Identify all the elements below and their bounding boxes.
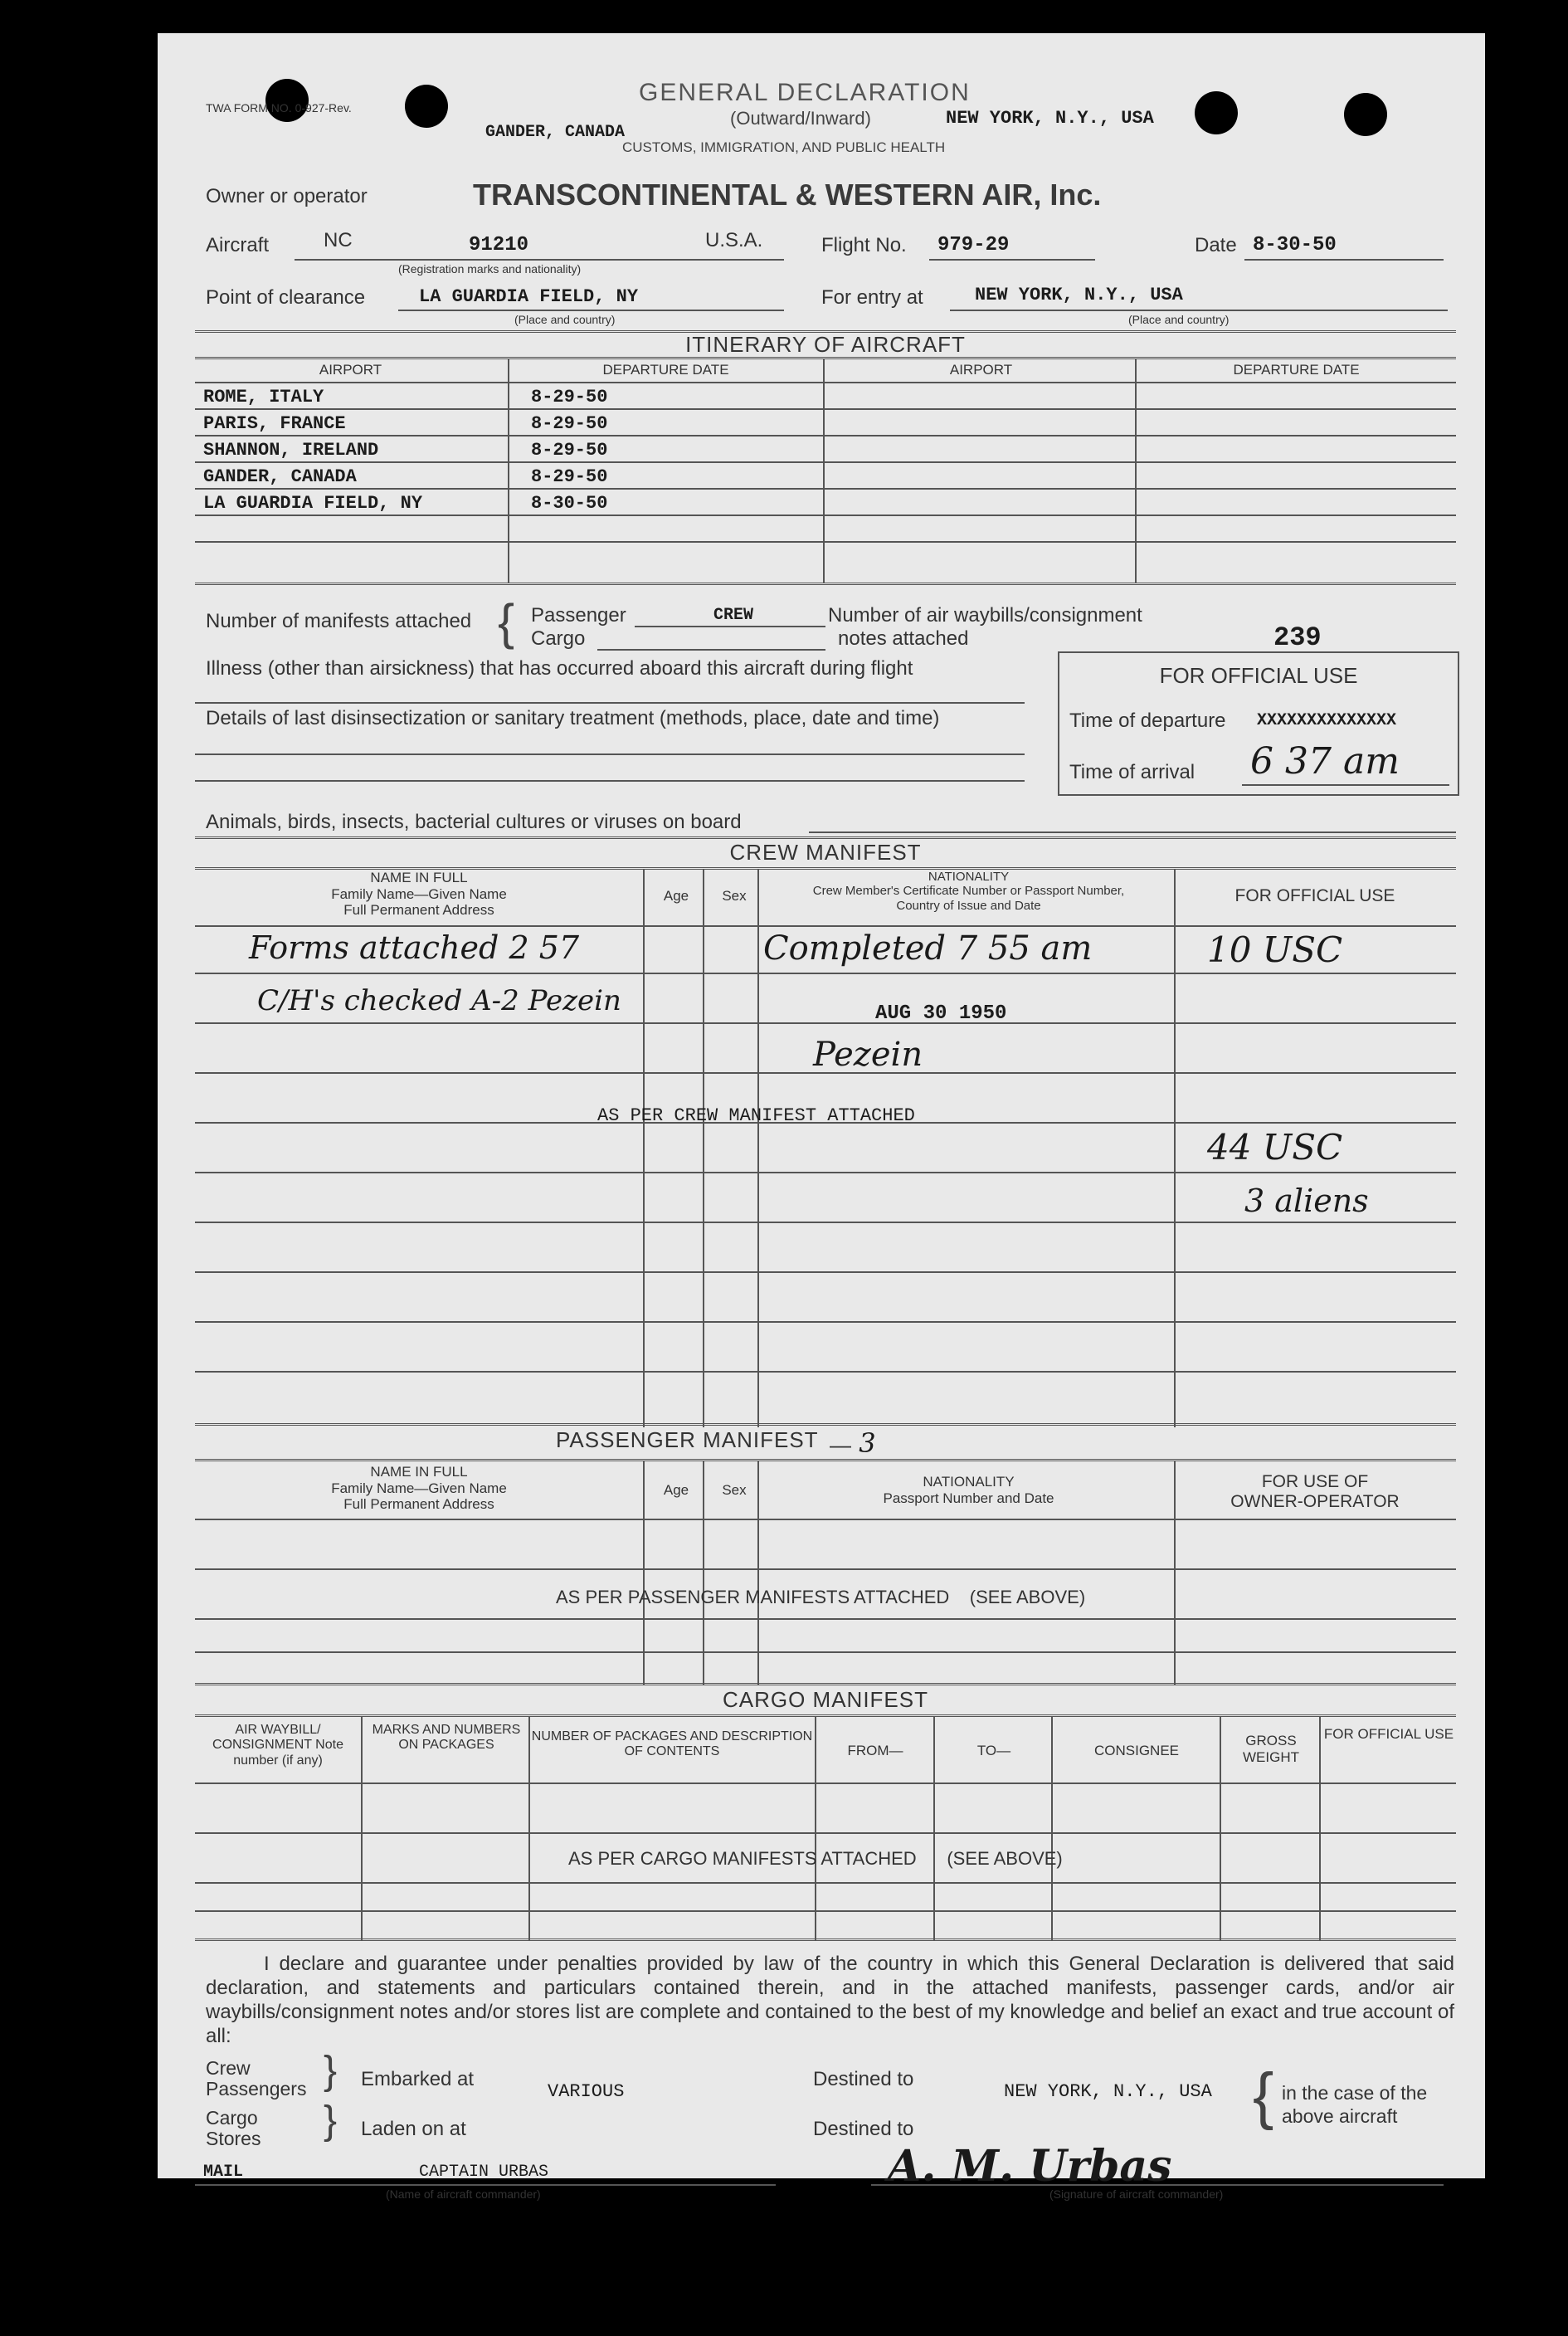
owner-label: Owner or operator	[206, 185, 368, 207]
manifests-passenger-value: CREW	[713, 606, 754, 625]
crew-passengers-group: Crew Passengers	[206, 2057, 307, 2099]
case-note: in the case of the above aircraft	[1282, 2082, 1428, 2127]
disinsect-label: Details of last disinsectization or sanitary treatment (methods, place, date and time)	[206, 707, 940, 729]
illness-label: Illness (other than airsickness) that has occurred aboard this aircraft during flight	[206, 657, 913, 680]
itinerary-title: ITINERARY OF AIRCRAFT	[685, 332, 966, 357]
official-use-box	[1058, 651, 1459, 796]
form-subtitle: CUSTOMS, IMMIGRATION, AND PUBLIC HEALTH	[622, 139, 946, 155]
departure-value: XXXXXXXXXXXXXX	[1257, 711, 1397, 730]
cargo-stores-group: Cargo Stores	[206, 2107, 261, 2149]
origin-stamp: GANDER, CANADA	[485, 123, 626, 142]
form-title: GENERAL DECLARATION	[639, 79, 971, 106]
declaration-form	[158, 33, 1485, 2201]
clearance-caption: (Place and country)	[514, 313, 616, 326]
embarked-label: Embarked at	[361, 2068, 475, 2090]
manifests-label: Number of manifests attached	[206, 610, 472, 632]
itin-header-airport-2: AIRPORT	[949, 362, 1013, 378]
crew-h-name: NAME IN FULL Family Name—Given Name Full Permanent Address	[331, 870, 507, 919]
itin-header-date-2: DEPARTURE DATE	[1233, 362, 1360, 378]
crew-signature: Pezein	[813, 1036, 923, 1074]
crew-handwriting: C/H's checked A-2 Pezein	[257, 984, 621, 1017]
destined-value: NEW YORK, N.Y., USA	[1004, 2081, 1212, 2102]
itin-airport: PARIS, FRANCE	[203, 413, 346, 434]
crew-handwriting: 10 USC	[1207, 929, 1343, 970]
crew-handwriting: 3 aliens	[1244, 1183, 1369, 1219]
aircraft-label: Aircraft	[206, 234, 270, 256]
pax-h-sex: Sex	[722, 1482, 747, 1498]
crew-note: AS PER CREW MANIFEST ATTACHED	[597, 1105, 915, 1126]
waybills-label-2: notes attached	[838, 627, 969, 650]
itin-airport: ROME, ITALY	[203, 387, 324, 407]
direction: (Outward/Inward)	[730, 108, 871, 129]
crew-title: CREW MANIFEST	[729, 840, 922, 865]
punch-hole	[405, 85, 448, 128]
clearance-label: Point of clearance	[206, 286, 366, 309]
punch-hole	[1195, 91, 1238, 134]
departure-label: Time of departure	[1069, 710, 1226, 732]
cargo-h-waybill: AIR WAYBILL/ CONSIGNMENT Note number (if any)	[212, 1723, 343, 1768]
pax-h-name: NAME IN FULL Family Name—Given Name Full Permanent Address	[331, 1464, 507, 1513]
entry-label: For entry at	[821, 286, 923, 309]
itin-date: 8-29-50	[531, 466, 608, 487]
crew-handwriting: Forms attached 2 57	[249, 929, 580, 966]
aircraft-prefix: NC	[324, 229, 353, 251]
flight-label: Flight No.	[821, 234, 907, 256]
waybills-label: Number of air waybills/consignment	[828, 604, 1142, 627]
manifests-passenger-label: Passenger	[531, 604, 626, 627]
itin-date: 8-30-50	[531, 493, 608, 514]
crew-handwriting: 44 USC	[1207, 1127, 1343, 1168]
itin-airport: SHANNON, IRELAND	[203, 440, 379, 461]
crew-h-official: FOR OFFICIAL USE	[1234, 886, 1395, 905]
passenger-note: AS PER PASSENGER MANIFESTS ATTACHED (SEE ABOVE)	[556, 1587, 1086, 1607]
aircraft-nationality: U.S.A.	[705, 229, 763, 251]
arrival-value: 6 37 am	[1250, 740, 1400, 783]
date-label: Date	[1195, 234, 1237, 256]
aircraft-caption: (Registration marks and nationality)	[398, 262, 582, 276]
commander-signature: A. M. Urbas	[888, 2141, 1172, 2192]
cargo-h-from: FROM—	[847, 1743, 903, 1758]
itin-airport: GANDER, CANADA	[203, 466, 357, 487]
commander-name: CAPTAIN URBAS	[419, 2163, 549, 2182]
clearance-value: LA GUARDIA FIELD, NY	[419, 286, 639, 307]
crew-h-nat: NATIONALITY Crew Member's Certificate Number or Passport Number, Country of Issue and Date	[812, 870, 1125, 913]
cargo-h-consignee: CONSIGNEE	[1093, 1743, 1180, 1758]
cargo-h-to: TO—	[976, 1743, 1011, 1758]
brace-icon: {	[1253, 2060, 1274, 2131]
cargo-h-weight: GROSS WEIGHT	[1243, 1733, 1299, 1765]
passenger-title: PASSENGER MANIFEST	[556, 1427, 819, 1452]
aircraft-registration: 91210	[469, 234, 529, 256]
mail-label: MAIL	[203, 2163, 244, 2182]
waybills-value: 239	[1273, 622, 1322, 653]
flight-value: 979-29	[937, 234, 1010, 256]
destined-label: Destined to	[813, 2068, 914, 2090]
cargo-note: AS PER CARGO MANIFESTS ATTACHED (SEE ABOVE)	[568, 1848, 1063, 1869]
destined-label-2: Destined to	[813, 2118, 914, 2140]
entry-caption: (Place and country)	[1128, 313, 1230, 326]
owner-value: TRANSCONTINENTAL & WESTERN AIR, Inc.	[473, 178, 1102, 212]
date-value: 8-30-50	[1253, 234, 1337, 256]
brace-icon: {	[498, 594, 515, 650]
signature-caption: (Signature of aircraft commander)	[1049, 2187, 1224, 2201]
cargo-h-marks: MARKS AND NUMBERS ON PACKAGES	[372, 1723, 521, 1753]
brace-icon: }	[324, 2049, 338, 2093]
crew-h-age: Age	[663, 888, 689, 904]
punch-hole	[265, 79, 309, 122]
declaration-text: I declare and guarantee under penalties provided by law of the country in which this General Declaration is delivered that said declaration, and statements and particulars contained therein, and in the attached manifests, passenger cards, and/or air waybills/consignment notes and/or stores list are complete and contained to the best of my knowledge and belief an exact and true account of all:	[206, 1953, 1454, 2047]
pax-h-owner: FOR USE OF OWNER-OPERATOR	[1230, 1472, 1400, 1512]
entry-value: NEW YORK, N.Y., USA	[975, 285, 1183, 305]
form-number: TWA FORM NO. 0-927-Rev.	[206, 101, 352, 115]
itin-header-airport: AIRPORT	[319, 362, 382, 378]
destination-stamp: NEW YORK, N.Y., USA	[946, 108, 1154, 129]
itin-date: 8-29-50	[531, 387, 608, 407]
punch-hole	[1344, 93, 1387, 136]
cargo-h-packages: NUMBER OF PACKAGES AND DESCRIPTION OF CONTENTS	[531, 1729, 813, 1759]
animals-label: Animals, birds, insects, bacterial cultures or viruses on board	[206, 811, 742, 833]
passenger-count-value: 3	[859, 1427, 877, 1459]
commander-caption: (Name of aircraft commander)	[386, 2187, 541, 2201]
crew-h-sex: Sex	[722, 888, 747, 904]
embarked-value: VARIOUS	[548, 2081, 625, 2102]
manifests-cargo-label: Cargo	[531, 627, 586, 650]
brace-icon: }	[324, 2099, 338, 2143]
official-title: FOR OFFICIAL USE	[1159, 663, 1358, 688]
arrival-label: Time of arrival	[1069, 761, 1195, 783]
itin-date: 8-29-50	[531, 413, 608, 434]
pax-h-age: Age	[663, 1482, 689, 1498]
laden-label: Laden on at	[361, 2118, 466, 2140]
passenger-count: — 3	[830, 1427, 877, 1459]
itin-date: 8-29-50	[531, 440, 608, 461]
crew-date-stamp: AUG 30 1950	[875, 1002, 1007, 1025]
itin-header-date: DEPARTURE DATE	[602, 362, 729, 378]
crew-handwriting: Completed 7 55 am	[763, 929, 1093, 968]
cargo-title: CARGO MANIFEST	[722, 1687, 928, 1712]
cargo-h-official: FOR OFFICIAL USE	[1323, 1726, 1454, 1742]
pax-h-nat: NATIONALITY Passport Number and Date	[883, 1474, 1054, 1506]
itin-airport: LA GUARDIA FIELD, NY	[203, 493, 423, 514]
